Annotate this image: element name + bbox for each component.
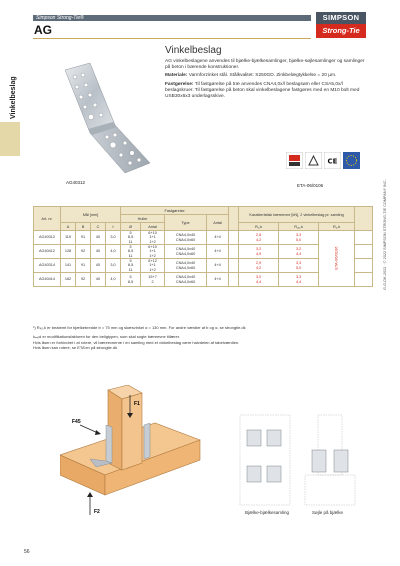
r1-cell-value: 4,2 [255,237,262,242]
r1-cell [239,245,279,259]
caption-beam-beam: Bjælke-bjælkesamling [245,510,290,515]
col-r2: R₂,k [319,223,355,231]
hole-count-cell: 15+7 2 [141,273,165,287]
thickness-cell: 3,0 [106,259,121,273]
dim-c-cell: 40 [91,273,106,287]
col-spacer [229,207,239,231]
r1-cell-value: 4,2 [255,265,262,270]
svg-text:CE: CE [327,157,338,166]
col-t: t [106,223,121,231]
col-r1: R₁,k [239,223,279,231]
col-fastening: Fastgørelse [121,207,229,215]
force-f45-label: F45 [72,419,81,425]
side-marker [0,122,20,156]
hole-diameter-cell: 5 8,5 11 [121,245,141,259]
art-cell: AG40414 [34,273,61,287]
r1-cell [239,259,279,273]
thickness-cell: 3,0 [106,231,121,245]
spacer-cell [229,273,239,287]
eta-vertical-label: ETA-06/0106 [333,246,339,271]
material-label: Materiale: [165,73,188,79]
col-art: Art. nr. [34,207,61,231]
ce-mark-icon [324,152,341,169]
fastener-type-cell: CNA4,0x40 CNA4,0x60 [165,245,207,259]
dim-c-cell: 40 [91,259,106,273]
logo-top: SIMPSON [316,12,366,24]
dim-c-cell: 40 [91,231,106,245]
col-b: B [76,223,91,231]
r45-cell-value: 5,0 [295,237,302,242]
r45-cell [279,273,319,287]
hole-count-cell: 6+10 1+1 1+2 [141,245,165,259]
col-capacity: Karakteristisk bæreevne [kN], 2 vinkelbeslag pr. samling [239,207,355,223]
dim-c-cell: 40 [91,245,106,259]
dim-a-cell: 162 [61,273,76,287]
col-c: C [91,223,106,231]
r45-cell-value: 3,3 [295,275,302,280]
col-huller: Huller [121,215,165,223]
hole-count-cell: 6+10 1+1 1+2 [141,231,165,245]
fastener-count-cell: 4+4 [207,259,229,273]
r45-cell-value: 3,3 [295,261,302,266]
brand-logo [316,12,366,39]
spacer-cell [229,259,239,273]
hole-count-cell: 6+12 1+1 1+2 [141,259,165,273]
spacer-cell [229,231,239,245]
table-row [34,231,373,245]
series-label: Simpson Strong-Tie® [36,15,84,21]
product-title: Vinkelbeslag [165,45,222,56]
divider [33,38,311,39]
art-cell: AG40412 [34,245,61,259]
footnote: kₘₒd er modifikationsfaktoren for den beligtypen, som skal sogte bæreevne tillærer. [33,334,180,340]
force-f2-label: F2 [94,509,100,515]
thickness-cell: 4,0 [106,245,121,259]
product-description [165,45,365,102]
fastener-count-cell: 4+4 [207,245,229,259]
r45-cell-value: 4,4 [295,279,302,284]
col-antal-h: Antal [141,223,165,231]
fastening-label: Fastgørelse: [165,81,194,87]
fastener-type-cell: CNA4,0x40 CNA4,0x60 [165,231,207,245]
quality-badge-icon [286,152,303,169]
dim-b-cell: 91 [76,259,91,273]
material-paragraph [165,73,365,79]
r1-cell-value: 3,0 [255,275,262,280]
hole-diameter-cell: 5 8,5 11 [121,231,141,245]
fastener-type-cell: CNA4,0x40 CNA4,0x60 [165,259,207,273]
art-cell: AG40314 [34,259,61,273]
dim-b-cell: 92 [76,273,91,287]
page-number: 56 [24,549,30,555]
hole-diameter-cell: 5 8,5 11 [121,259,141,273]
r1-cell [239,273,279,287]
r1-cell [239,231,279,245]
footnote: Hvis åsen kan rotere, se ETA’en på strongtie.dk [33,345,118,351]
r1-cell-value: 2,9 [255,261,262,266]
col-blank [355,207,373,231]
r45-cell [279,231,319,245]
header-strip [33,15,311,21]
product-image [55,45,155,195]
force-f1-label: F1 [134,401,140,407]
spacer-cell [229,245,239,259]
fastening-paragraph [165,82,365,101]
dim-b-cell: 91 [76,231,91,245]
r2-column [319,231,355,287]
r1-cell-value: 3,2 [255,247,262,252]
post-on-beam-diagram [300,410,360,510]
installation-diagram [60,385,210,535]
footnote: ¹) R₄₅,k er beatemt for bjælkebredde b = 75 mm og skæsvinkel α = 130 mm. For andre værdier af b og α, se strongtie.dk [33,325,246,330]
capacity-table [33,206,373,287]
r1-cell-value: 4,9 [255,251,262,256]
r45-cell-value: 5,0 [295,265,302,270]
r45-cell-value: 4,4 [295,251,302,256]
footnote: Hvis åsen er forhindret i at rotere, vil bæreevnerne i en samling med et vinkelbeslag være halvdelen af tabelværdien. [33,339,240,345]
col-a: A [61,223,76,231]
r1-cell-value: 4,4 [255,279,262,284]
side-tab-label: Vinkelbeslag [10,76,17,119]
intro-text: AG vinkelbeslagene anvendes til bjælke-bjælkesamlinger, bjælke-søjlesamlinger og samlinger på beton i bærende konstruktioner. [165,59,365,71]
col-diam: Ø [121,223,141,231]
col-mal: Mål [mm] [61,207,121,223]
image-caption: AG40312 [66,180,86,185]
col-r45: R₄₅,k [279,223,319,231]
blank-cell [355,231,373,245]
col-antal: Antal [207,215,229,231]
hole-diameter-cell: 5 8,5 [121,273,141,287]
beam-beam-diagram [235,410,295,510]
eta-label: ETA-06/0106 [297,183,324,188]
certification-icons [286,150,368,178]
copyright-note: G-G-DK-2022 · © 2022 SIMPSON STRONG-TIE COMPANY INC. [383,179,387,290]
r45-cell [279,245,319,259]
thickness-cell: 4,0 [106,273,121,287]
blank-cell [355,273,373,287]
fastener-count-cell: 4+4 [207,273,229,287]
r45-cell-value: 3,2 [295,247,302,252]
r45-cell-value: 3,3 [295,233,302,238]
logo-bottom: Strong-Tie [316,24,366,38]
fastening-text: Til fastgørelse på træ anvendes CNA4,0x/l beslagsøm eller CSA5,0x/l beslagskruer. Til fastgørelse på beton skal vinkelbeslagene fastgøres med en M10 bolt med USB30x6x3 underlagsskive. [165,81,360,100]
blank-cell [355,259,373,273]
art-cell: AG40312 [34,231,61,245]
dim-a-cell: 141 [61,259,76,273]
caption-post-on-beam: Søjle på bjælke [312,510,344,515]
fastener-count-cell: 4+4 [207,231,229,245]
fire-class-icon [305,152,322,169]
r45-cell [279,259,319,273]
fastener-type-cell: CNA4,0x40 CNA4,0x60 [165,273,207,287]
footnotes [33,325,363,351]
material-text: Varmforzinket stål. Stålkvalitet: S250GD. Zinkbelægtykkelse = 20 µm. [188,73,337,79]
blank-cell [355,245,373,259]
col-type: Type [165,215,207,231]
page-code: AG [34,23,52,37]
dim-a-cell: 119 [61,231,76,245]
eta-logo-icon [343,152,360,169]
dim-b-cell: 92 [76,245,91,259]
side-tab [0,39,33,122]
r1-cell-value: 2,8 [255,233,262,238]
dim-a-cell: 128 [61,245,76,259]
